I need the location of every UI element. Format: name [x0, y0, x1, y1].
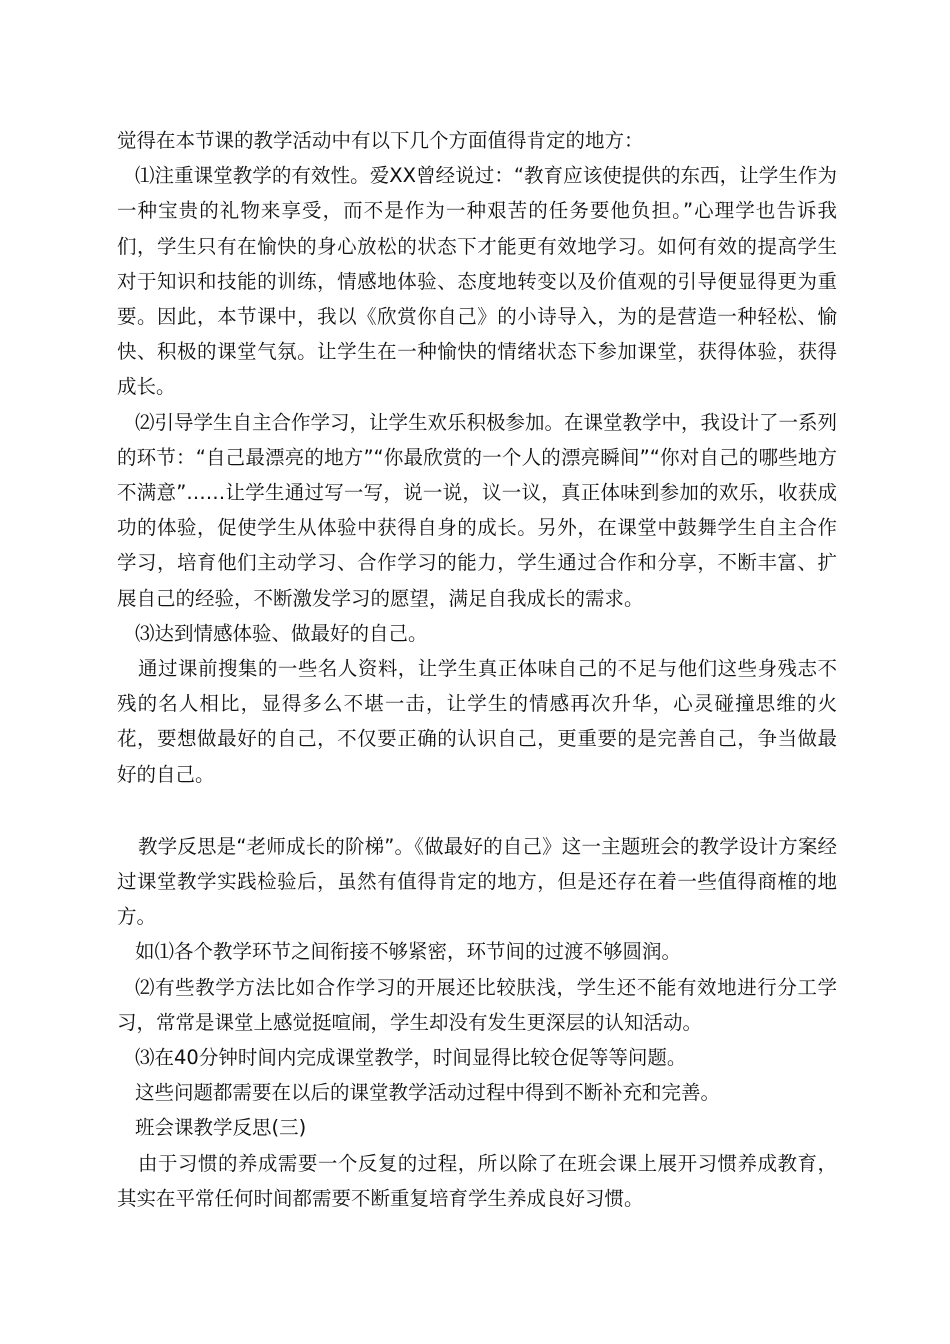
paragraph-gap [117, 792, 837, 829]
paragraph-reflection: 教学反思是“老师成长的阶梯”。《做最好的自己》这一主题班会的教学设计方案经过课堂教学实践检验后，虽然有值得肯定的地方，但是还存在着一些值得商榷的地方。 [117, 834, 837, 929]
paragraph-issue-1: 如⑴各个教学环节之间衔接不够紧密，环节间的过渡不够圆润。 [135, 940, 682, 964]
paragraph-improvement: 这些问题都需要在以后的课堂教学活动过程中得到不断补充和完善。 [135, 1081, 721, 1105]
section-heading: 班会课教学反思(三) [135, 1116, 307, 1140]
document-body [117, 123, 837, 1216]
paragraph-point-3-detail: 通过课前搜集的一些名人资料，让学生真正体味自己的不足与他们这些身残志不残的名人相比，显得多么不堪一击，让学生的情感再次升华，心灵碰撞思维的火花，要想做最好的自己，不仅要正确的认识自己，更重要的是完善自己，争当做最好的自己。 [117, 657, 837, 786]
paragraph-point-3: ⑶达到情感体验、做最好的自己。 [135, 621, 428, 645]
paragraph-issue-2: ⑵有些教学方法比如合作学习的开展还比较肤浅，学生还不能有效地进行分工学习，常常是课堂上感觉挺喧闹，学生却没有发生更深层的认知活动。 [117, 975, 837, 1034]
paragraph-point-2: ⑵引导学生自主合作学习，让学生欢乐积极参加。在课堂教学中，我设计了一系列的环节：“自己最漂亮的地方”“你最欣赏的一个人的漂亮瞬间”“你对自己的哪些地方不满意”……让学生通过写一写，说一说，议一议，真正体味到参加的欢乐，收获成功的体验，促使学生从体验中获得自身的成长。另外，在课堂中鼓舞学生自主合作学习，培育他们主动学习、合作学习的能力，学生通过合作和分享，不断丰富、扩展自己的经验，不断激发学习的愿望，满足自我成长的需求。 [117, 410, 838, 610]
paragraph-point-1: ⑴注重课堂教学的有效性。爱XX曾经说过：“教育应该使提供的东西，让学生作为一种宝贵的礼物来享受，而不是作为一种艰苦的任务要他负担。”心理学也告诉我们，学生只有在愉快的身心放松的状态下才能更有效地学习。如何有效的提高学生对于知识和技能的训练，情感地体验、态度地转变以及价值观的引导便显得更为重要。因此，本节课中，我以《欣赏你自己》的小诗导入，为的是营造一种轻松、愉快、积极的课堂气氛。让学生在一种愉快的情绪状态下参加课堂，获得体验，获得成长。 [117, 164, 837, 399]
paragraph-intro: 觉得在本节课的教学活动中有以下几个方面值得肯定的地方： [117, 129, 644, 152]
paragraph-habits: 由于习惯的养成需要一个反复的过程，所以除了在班会课上展开习惯养成教育，其实在平常任何时间都需要不断重复培育学生养成良好习惯。 [117, 1151, 837, 1210]
paragraph-issue-3: ⑶在40分钟时间内完成课堂教学，时间显得比较仓促等等问题。 [135, 1046, 687, 1070]
